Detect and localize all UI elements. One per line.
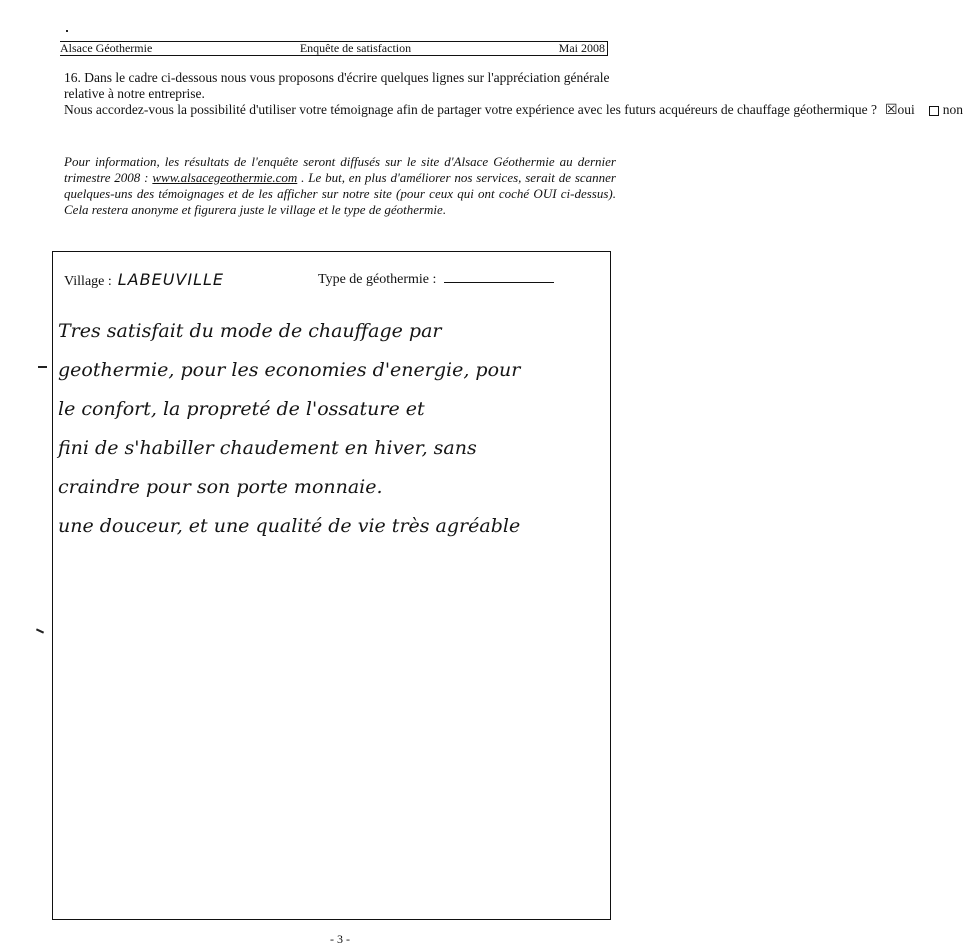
type-label: Type de géothermie : <box>318 272 437 287</box>
option-no-label: non <box>942 102 963 117</box>
testimony-line: fini de s'habiller chaudement en hiver, sans <box>58 437 477 459</box>
info-text-end: . Le but, en plus d'améliorer nos services, serait de scanner quelques-uns des témoignages et de les afficher sur notre site (pour ceux qui ont coché OUI ci-dessus). Cela restera anonyme et figurera juste le village et le type de géothermie. <box>64 170 616 217</box>
question-consent <box>64 102 963 118</box>
question-intro: 16. Dans le cadre ci-dessous nous vous proposons d'écrire quelques lignes sur l'appréciation générale relative à notre entreprise. <box>64 70 610 101</box>
scan-speck <box>66 30 68 32</box>
testimony-line: craindre pour son porte monnaie. <box>58 476 383 498</box>
village-field <box>64 270 224 290</box>
question-16 <box>64 70 963 118</box>
consent-text: Nous accordez-vous la possibilité d'utiliser votre témoignage afin de partager votre expérience avec les futurs acquéreurs de chauffage géothermique ? <box>64 102 877 117</box>
village-label: Village : <box>64 274 112 289</box>
type-blank-input[interactable] <box>444 270 554 283</box>
testimony-line: le confort, la propreté de l'ossature et <box>58 398 425 420</box>
geothermie-type-field <box>318 270 554 288</box>
testimony-line: geothermie, pour les economies d'energie, pour <box>58 359 521 381</box>
website-link[interactable]: www.alsacegeothermie.com <box>152 170 298 185</box>
page-header <box>60 41 608 56</box>
testimony-line: Tres satisfait du mode de chauffage par <box>58 320 442 342</box>
handwritten-testimony <box>58 312 608 546</box>
header-title: Enquête de satisfaction <box>299 41 412 55</box>
checked-box-icon[interactable]: ☒ <box>884 102 898 118</box>
scan-speck <box>38 366 47 368</box>
info-paragraph <box>64 154 616 218</box>
testimony-line: une douceur, et une qualité de vie très agréable <box>58 515 521 537</box>
info-text-start: Pour information, les résultats de l'enquête seront diffusés sur le site d'Alsace Géothermie au dernier trimestre 2008 : <box>64 154 616 185</box>
village-value[interactable]: LABEUVILLE <box>117 270 225 289</box>
header-company: Alsace Géothermie <box>60 41 153 55</box>
scan-speck <box>36 628 44 633</box>
option-yes-label: oui <box>897 102 915 117</box>
header-date: Mai 2008 <box>558 41 605 55</box>
page-number: - 3 - <box>330 932 350 946</box>
unchecked-box-icon[interactable] <box>929 106 939 116</box>
